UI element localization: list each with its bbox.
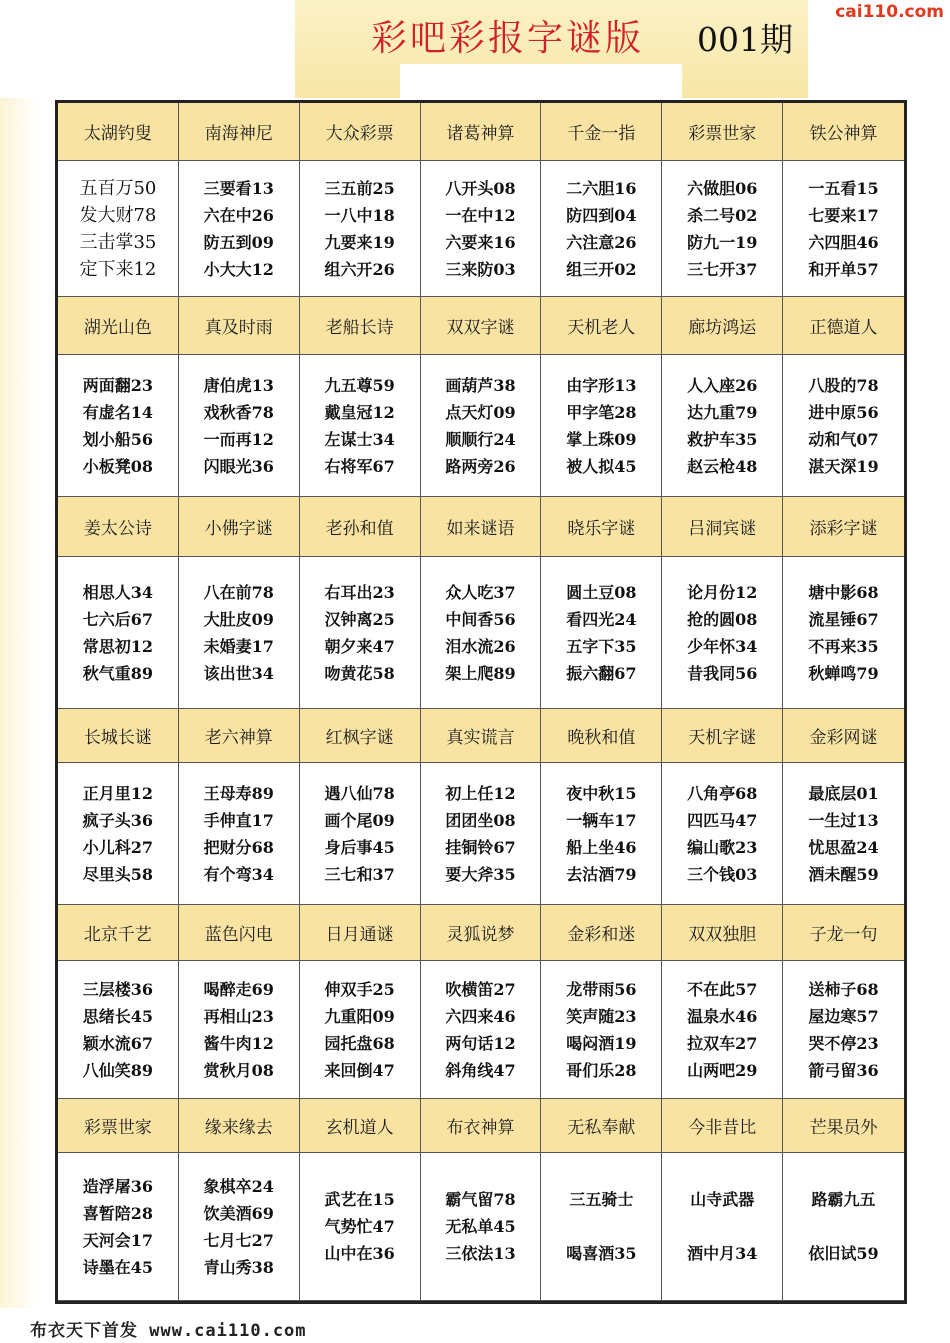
riddle-line: 把财分68 (203, 837, 274, 857)
riddle-cell (300, 1153, 421, 1301)
column-header (541, 905, 662, 961)
riddle-line: 象棋卒24 (203, 1176, 274, 1196)
riddle-line: 右将军67 (324, 456, 395, 476)
riddle-line: 秋气重89 (82, 663, 154, 683)
riddle-line: 路两旁26 (445, 456, 516, 476)
riddle-cell (179, 961, 300, 1099)
riddle-line: 相思人34 (82, 582, 154, 602)
riddle-line: 温泉水46 (687, 1006, 758, 1026)
riddle-line: 右耳出23 (324, 582, 395, 602)
riddle-line: 一在中12 (445, 205, 516, 225)
riddle-line: 六四来46 (445, 1006, 516, 1026)
riddle-line: 酱牛肉12 (203, 1033, 274, 1053)
riddle-cell (300, 763, 421, 905)
riddle-line: 湛天深19 (808, 456, 879, 476)
riddle-line: 六要来16 (445, 232, 516, 252)
riddle-line: 人入座26 (687, 375, 758, 395)
riddle-line: 青山秀38 (203, 1257, 274, 1277)
column-header-label: 长城长谜 (83, 728, 152, 748)
column-header-label: 大众彩票 (325, 124, 394, 144)
column-header (783, 497, 904, 557)
riddle-line: 拉双车27 (687, 1033, 758, 1053)
column-header-label: 吕洞宾谜 (688, 519, 757, 539)
riddle-line: 一生过13 (808, 810, 879, 830)
riddle-line: 组六开26 (324, 259, 395, 279)
riddle-line: 三个钱03 (687, 864, 758, 884)
riddle-cell (662, 557, 783, 709)
riddle-line: 该出世34 (203, 663, 274, 683)
riddle-line: 众人吃37 (445, 582, 516, 602)
riddle-line: 昔我同56 (687, 663, 758, 683)
riddle-line: 有个弯34 (203, 864, 274, 884)
riddle-line: 划小船56 (82, 429, 154, 449)
riddle-cell (179, 355, 300, 497)
riddle-line: 九五尊59 (324, 375, 395, 395)
riddle-line: 正月里12 (82, 783, 154, 803)
riddle-line: 不在此57 (687, 979, 758, 999)
riddle-cell (179, 557, 300, 709)
column-header (662, 297, 783, 355)
riddle-line: 笑声随23 (566, 1006, 637, 1026)
riddle-line: 三要看13 (203, 178, 274, 198)
column-header-label: 姜太公诗 (83, 519, 152, 539)
column-header-label: 无私奉献 (567, 1118, 636, 1138)
riddle-cell (179, 1153, 300, 1301)
column-header (179, 1099, 300, 1153)
riddle-line: 有虚名14 (82, 402, 154, 422)
column-header (783, 905, 904, 961)
riddle-line: 点天灯09 (445, 402, 516, 422)
column-header-label: 铁公神算 (809, 124, 878, 144)
column-header-label: 太湖钓叟 (83, 124, 152, 144)
column-header-label: 晓乐字谜 (567, 519, 636, 539)
riddle-line: 秋蝉鸣79 (808, 663, 879, 683)
column-header (300, 905, 421, 961)
riddle-line: 一八中18 (324, 205, 395, 225)
riddle-line: 掌上珠09 (566, 429, 637, 449)
riddle-cell (300, 961, 421, 1099)
riddle-line: 颖水流67 (82, 1033, 154, 1053)
column-header-label: 布衣神算 (446, 1118, 515, 1138)
column-header (662, 1099, 783, 1153)
riddle-line: 朝夕来47 (324, 636, 395, 656)
riddle-cell (541, 763, 662, 905)
column-header-label: 添彩字谜 (809, 519, 878, 539)
riddle-line: 唐伯虎13 (203, 375, 274, 395)
column-header (179, 297, 300, 355)
column-header (662, 905, 783, 961)
column-header (58, 905, 179, 961)
column-header (541, 297, 662, 355)
riddle-line: 诗墨在45 (82, 1257, 154, 1277)
riddle-line: 造浮屠36 (82, 1176, 154, 1196)
column-header (58, 497, 179, 557)
column-header (421, 297, 542, 355)
riddle-line: 吹横笛27 (445, 979, 516, 999)
riddle-cell (421, 557, 542, 709)
riddle-line: 王母寿89 (203, 783, 274, 803)
riddle-line: 再相山23 (203, 1006, 274, 1026)
riddle-line: 定下来12 (79, 258, 157, 280)
riddle-cell (783, 763, 904, 905)
column-header (783, 103, 904, 161)
riddle-cell (58, 557, 179, 709)
riddle-cell (541, 961, 662, 1099)
riddle-line: 发大财78 (79, 204, 157, 226)
riddle-line: 遇八仙78 (324, 783, 395, 803)
riddle-cell (421, 355, 542, 497)
column-header-label: 老孙和值 (325, 519, 394, 539)
riddle-line: 一辆车17 (566, 810, 637, 830)
riddle-line: 六在中26 (203, 205, 274, 225)
column-header (421, 497, 542, 557)
riddle-line: 常思初12 (82, 636, 154, 656)
riddle-cell (662, 161, 783, 297)
footer-text: 布衣天下首发 www.cai110.com (30, 1321, 307, 1341)
riddle-line: 画个尾09 (324, 810, 395, 830)
column-header (421, 709, 542, 763)
riddle-line: 挂铜铃67 (445, 837, 516, 857)
riddle-line: 甲字笔28 (566, 402, 637, 422)
site-watermark: cai110.com (835, 2, 944, 22)
title-banner (295, 0, 808, 98)
column-header (58, 297, 179, 355)
riddle-line: 三击掌35 (79, 231, 157, 253)
riddle-line: 五百万50 (79, 177, 157, 199)
riddle-line: 三七和37 (324, 864, 395, 884)
column-header (541, 497, 662, 557)
riddle-line: 山寺武器 (690, 1190, 755, 1209)
column-header-label: 金彩网谜 (809, 728, 878, 748)
riddle-line: 防五到09 (203, 232, 274, 252)
riddle-line: 喜暂陪28 (82, 1203, 154, 1223)
riddle-line: 山两吧29 (687, 1060, 758, 1080)
riddle-cell (300, 557, 421, 709)
column-header (300, 1099, 421, 1153)
riddle-line: 小儿科27 (82, 837, 154, 857)
column-header-label: 日月通谜 (325, 925, 394, 945)
riddle-line: 饮美酒69 (203, 1203, 274, 1223)
riddle-line: 喝喜酒35 (566, 1244, 637, 1263)
riddle-line: 八仙笑89 (82, 1060, 154, 1080)
riddle-line: 要大斧35 (445, 864, 516, 884)
banner-white-block (400, 64, 682, 98)
riddle-line: 来回倒47 (324, 1060, 395, 1080)
riddle-line: 三五前25 (324, 178, 395, 198)
riddle-line: 达九重79 (687, 402, 758, 422)
riddle-line: 龙带雨56 (566, 979, 637, 999)
column-header (783, 1099, 904, 1153)
riddle-cell (541, 1153, 662, 1301)
riddle-cell (421, 961, 542, 1099)
column-header-label: 如来谜语 (446, 519, 515, 539)
riddle-line: 七六后67 (82, 609, 154, 629)
riddle-line: 画葫芦38 (445, 375, 516, 395)
riddle-line: 忧思盈24 (808, 837, 879, 857)
column-header-label: 今非昔比 (688, 1118, 757, 1138)
riddle-line: 武艺在15 (324, 1190, 395, 1209)
riddle-line: 救护车35 (687, 429, 758, 449)
riddle-line: 看四光24 (566, 609, 637, 629)
riddle-line: 顺顺行24 (445, 429, 516, 449)
column-header (662, 497, 783, 557)
column-header (421, 103, 542, 161)
column-header-label: 老六神算 (204, 728, 273, 748)
riddle-cell (58, 1153, 179, 1301)
riddle-cell (783, 557, 904, 709)
riddle-line: 动和气07 (808, 429, 879, 449)
riddle-line: 一五看15 (808, 178, 879, 198)
riddle-line: 四匹马47 (687, 810, 758, 830)
riddle-line: 两面翻23 (82, 375, 154, 395)
side-decoration (0, 98, 38, 1308)
riddle-line: 两句话12 (445, 1033, 516, 1053)
riddle-line: 身后事45 (324, 837, 395, 857)
riddle-cell (179, 763, 300, 905)
riddle-line: 霸气留78 (445, 1190, 516, 1209)
riddle-line: 中间香56 (445, 609, 516, 629)
column-header-label: 芒果员外 (809, 1118, 878, 1138)
riddle-line: 三五骑士 (569, 1190, 634, 1209)
column-header-label: 双双独胆 (688, 925, 757, 945)
column-header-label: 湖光山色 (83, 318, 152, 338)
column-header (783, 297, 904, 355)
riddle-line: 酒未醒59 (808, 864, 879, 884)
riddle-cell (541, 161, 662, 297)
column-header (541, 103, 662, 161)
column-header-label: 灵狐说梦 (446, 925, 515, 945)
riddle-line: 天河会17 (82, 1230, 154, 1250)
column-header (58, 709, 179, 763)
column-header-label: 老船长诗 (325, 318, 394, 338)
column-header (58, 1099, 179, 1153)
column-header (541, 1099, 662, 1153)
column-header-label: 真实谎言 (446, 728, 515, 748)
riddle-line: 三来防03 (445, 259, 516, 279)
column-header (58, 103, 179, 161)
riddle-line: 喝闷酒19 (566, 1033, 637, 1053)
riddle-cell (541, 355, 662, 497)
riddle-line: 箭弓留36 (808, 1060, 879, 1080)
riddle-cell (58, 355, 179, 497)
riddle-line: 被人拟45 (566, 456, 637, 476)
riddle-line: 初上任12 (445, 783, 516, 803)
riddle-line: 小大大12 (203, 259, 274, 279)
riddle-line: 气势忙47 (324, 1217, 395, 1236)
riddle-line: 斜角线47 (445, 1060, 516, 1080)
riddle-line: 船上坐46 (566, 837, 637, 857)
riddle-line: 去沽酒79 (566, 864, 637, 884)
riddle-line: 手伸直17 (203, 810, 274, 830)
riddle-line: 园托盘68 (324, 1033, 395, 1053)
riddle-line: 七要来17 (808, 205, 879, 225)
column-header-label: 小佛字谜 (204, 519, 273, 539)
riddle-line: 伸双手25 (324, 979, 395, 999)
riddle-line: 杀二号02 (687, 205, 758, 225)
column-header-label: 诸葛神算 (446, 124, 515, 144)
riddle-line: 进中原56 (808, 402, 879, 422)
column-header (179, 103, 300, 161)
column-header (662, 103, 783, 161)
riddle-line: 喝醉走69 (203, 979, 274, 999)
column-header-label: 天机老人 (567, 318, 636, 338)
riddle-line: 由字形13 (566, 375, 637, 395)
riddle-line: 九重阳09 (324, 1006, 395, 1026)
riddle-line: 六做胆06 (687, 178, 758, 198)
column-header-label: 玄机道人 (325, 1118, 394, 1138)
riddle-line: 疯子头36 (82, 810, 154, 830)
riddle-line: 组三开02 (566, 259, 637, 279)
riddle-line: 吻黄花58 (324, 663, 395, 683)
riddle-line: 抢的圆08 (687, 609, 758, 629)
riddle-line: 八开头08 (445, 178, 516, 198)
riddle-line: 二六胆16 (566, 178, 637, 198)
column-header (300, 103, 421, 161)
column-header (541, 709, 662, 763)
riddle-line: 团团坐08 (445, 810, 516, 830)
column-header (421, 1099, 542, 1153)
riddle-cell (421, 161, 542, 297)
column-header-label: 蓝色闪电 (204, 925, 273, 945)
riddle-line: 不再来35 (808, 636, 879, 656)
riddle-line: 赏秋月08 (203, 1060, 274, 1080)
column-header-label: 南海神尼 (204, 124, 273, 144)
riddle-line: 七月七27 (203, 1230, 274, 1250)
column-header-label: 缘来缘去 (204, 1118, 273, 1138)
riddle-line: 依旧试59 (808, 1244, 879, 1263)
riddle-cell (662, 763, 783, 905)
column-header (662, 709, 783, 763)
riddle-cell (783, 161, 904, 297)
riddle-line: 送柿子68 (808, 979, 879, 999)
column-header (300, 297, 421, 355)
riddle-line: 一而再12 (203, 429, 274, 449)
riddle-line: 小板凳08 (82, 456, 154, 476)
column-header-label: 北京千艺 (83, 925, 152, 945)
column-header (421, 905, 542, 961)
riddle-line: 八股的78 (808, 375, 879, 395)
riddle-line: 思绪长45 (82, 1006, 154, 1026)
riddle-line: 编山歌23 (687, 837, 758, 857)
issue-number: 001期 (697, 20, 793, 59)
column-header (783, 709, 904, 763)
riddle-line: 汉钟离25 (324, 609, 395, 629)
column-header-label: 红枫字谜 (325, 728, 394, 748)
riddle-cell (421, 763, 542, 905)
riddle-line: 大肚皮09 (203, 609, 274, 629)
riddle-line: 防九一19 (687, 232, 758, 252)
riddle-line: 左谋士34 (324, 429, 395, 449)
riddle-line: 无私单45 (445, 1217, 516, 1236)
riddle-cell (662, 1153, 783, 1301)
riddle-table (55, 100, 907, 1304)
riddle-line: 戏秋香78 (203, 402, 274, 422)
riddle-cell (783, 961, 904, 1099)
riddle-cell (300, 161, 421, 297)
column-header (300, 497, 421, 557)
riddle-line: 赵云枪48 (687, 456, 758, 476)
riddle-line: 最底层01 (808, 783, 879, 803)
column-header (179, 905, 300, 961)
riddle-line: 防四到04 (566, 205, 637, 225)
column-header-label: 彩票世家 (688, 124, 757, 144)
riddle-line: 山中在36 (324, 1244, 395, 1263)
riddle-cell (421, 1153, 542, 1301)
riddle-line: 论月份12 (687, 582, 758, 602)
riddle-line: 和开单57 (808, 259, 879, 279)
riddle-line: 三七开37 (687, 259, 758, 279)
riddle-line: 三层楼36 (82, 979, 154, 999)
riddle-line: 尽里头58 (82, 864, 154, 884)
riddle-line: 闪眼光36 (203, 456, 274, 476)
riddle-cell (662, 355, 783, 497)
column-header (179, 709, 300, 763)
riddle-line: 圆土豆08 (566, 582, 637, 602)
riddle-line: 戴皇冠12 (324, 402, 395, 422)
column-header-label: 廊坊鸿运 (688, 318, 757, 338)
riddle-line: 八角亭68 (687, 783, 758, 803)
riddle-line: 夜中秋15 (566, 783, 637, 803)
column-header-label: 真及时雨 (204, 318, 273, 338)
riddle-cell (58, 763, 179, 905)
riddle-line: 酒中月34 (687, 1244, 758, 1263)
column-header-label: 晚秋和值 (567, 728, 636, 748)
riddle-cell (662, 961, 783, 1099)
riddle-cell (58, 161, 179, 297)
riddle-line: 路霸九五 (811, 1190, 876, 1209)
column-header-label: 彩票世家 (83, 1118, 152, 1138)
column-header-label: 天机字谜 (688, 728, 757, 748)
page-title: 彩吧彩报字谜版 (371, 18, 645, 59)
riddle-line: 哥们乐28 (566, 1060, 637, 1080)
riddle-line: 哭不停23 (808, 1033, 879, 1053)
riddle-line: 塘中影68 (808, 582, 879, 602)
column-header-label: 正德道人 (809, 318, 878, 338)
riddle-cell (783, 355, 904, 497)
column-header-label: 金彩和迷 (567, 925, 636, 945)
riddle-line: 六注意26 (566, 232, 637, 252)
riddle-line: 三依法13 (445, 1244, 516, 1263)
riddle-cell (300, 355, 421, 497)
column-header (179, 497, 300, 557)
riddle-line: 未婚妻17 (203, 636, 274, 656)
riddle-cell (179, 161, 300, 297)
riddle-line: 流星锤67 (808, 609, 879, 629)
riddle-line: 五字下35 (566, 636, 637, 656)
riddle-line: 八在前78 (203, 582, 274, 602)
riddle-cell (783, 1153, 904, 1301)
column-header-label: 双双字谜 (446, 318, 515, 338)
riddle-line: 少年怀34 (687, 636, 758, 656)
column-header-label: 千金一指 (567, 124, 636, 144)
riddle-line: 泪水流26 (445, 636, 516, 656)
riddle-line: 屋边寒57 (808, 1006, 879, 1026)
column-header-label: 子龙一句 (809, 925, 878, 945)
column-header (300, 709, 421, 763)
riddle-line: 九要来19 (324, 232, 395, 252)
riddle-line: 架上爬89 (445, 663, 516, 683)
riddle-cell (58, 961, 179, 1099)
riddle-line: 六四胆46 (808, 232, 879, 252)
riddle-line: 振六翻67 (566, 663, 637, 683)
riddle-cell (541, 557, 662, 709)
